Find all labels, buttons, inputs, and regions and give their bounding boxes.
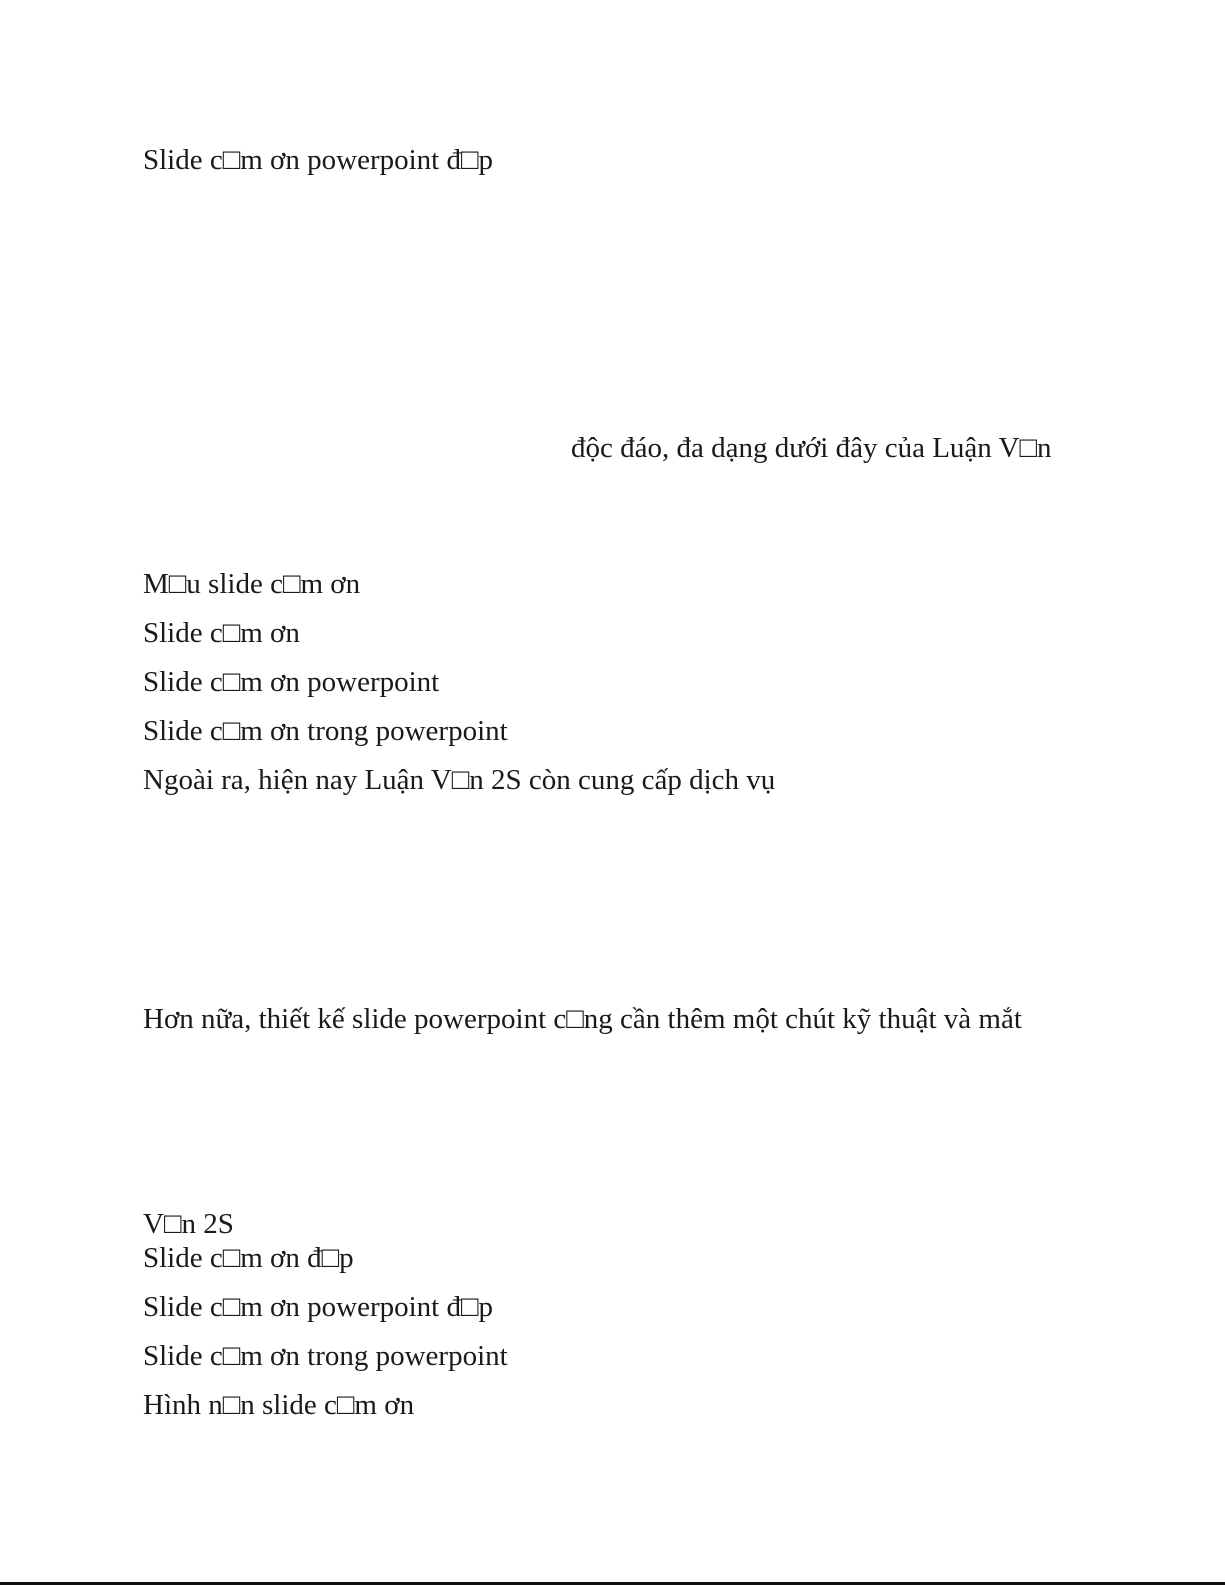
text-line-9: V□n 2S: [143, 1208, 234, 1240]
text-line-8: Hơn nữa, thiết kế slide powerpoint c□ng cần thêm một chút kỹ thuật và mắt: [143, 1003, 1022, 1035]
text-line-11: Slide c□m ơn powerpoint đ□p: [143, 1291, 493, 1323]
text-line-4: Slide c□m ơn: [143, 617, 300, 649]
text-line-1: Slide c□m ơn powerpoint đ□p: [143, 144, 493, 176]
text-line-2: độc đáo, đa dạng dưới đây của Luận V□n: [571, 432, 1052, 464]
text-line-3: M□u slide c□m ơn: [143, 568, 361, 600]
text-line-6: Slide c□m ơn trong powerpoint: [143, 715, 508, 747]
text-line-7: Ngoài ra, hiện nay Luận V□n 2S còn cung cấp dịch vụ: [143, 764, 776, 796]
text-line-10: Slide c□m ơn đ□p: [143, 1242, 354, 1274]
text-line-12: Slide c□m ơn trong powerpoint: [143, 1340, 508, 1372]
text-line-5: Slide c□m ơn powerpoint: [143, 666, 440, 698]
text-line-13: Hình n□n slide c□m ơn: [143, 1389, 415, 1421]
